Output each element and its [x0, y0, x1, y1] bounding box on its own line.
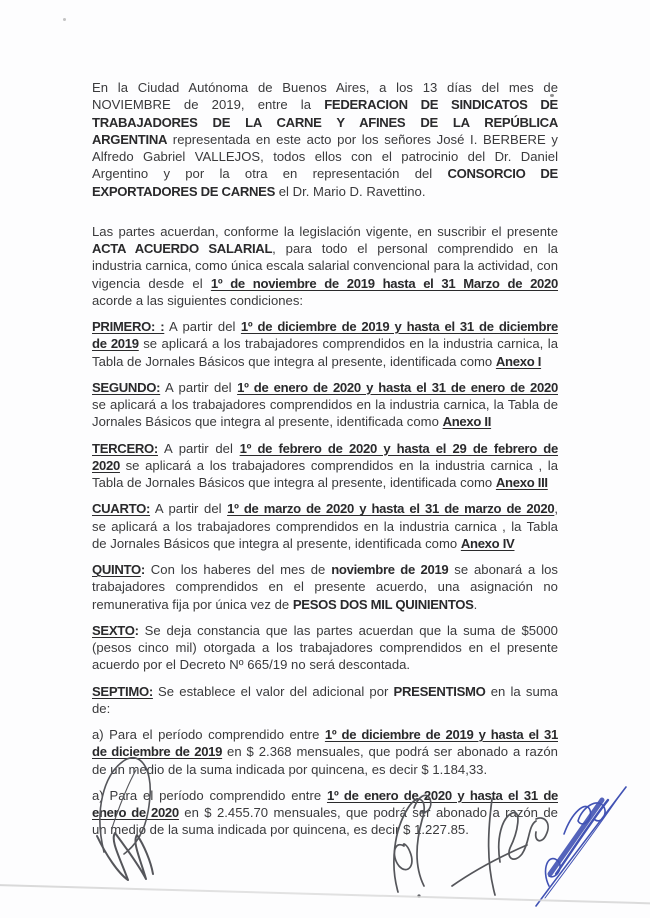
- scan-speck: [63, 18, 66, 21]
- paragraph-cuarto: [92, 500, 558, 552]
- paragraph-primero: [92, 318, 558, 370]
- document-text: [92, 79, 558, 848]
- text-line: industria carnica, como única escala salarial convencional para la actividad, con: [92, 258, 558, 274]
- text-line: 2020 se aplicará a los trabajadores comprendidos en la industria carnica , la: [92, 457, 558, 473]
- paragraph-acuerdo: [92, 223, 558, 309]
- text-line: remunerativa fija por única vez de PESOS DOS MIL QUINIENTOS.: [92, 596, 478, 612]
- scan-edge-artifact: [0, 884, 650, 905]
- text-line: acuerdo por el Decreto Nº 665/19 no será descontada.: [92, 657, 411, 673]
- paragraph-sexto: [92, 622, 558, 674]
- text-line: (pesos cinco mil) otorgada a los trabajadores comprendidos en el presente: [92, 640, 558, 655]
- text-line: TERCERO: A partir del 1º de febrero de 2020 y hasta el 29 de febrero de: [92, 440, 558, 456]
- text-line: En la Ciudad Autónoma de Buenos Aires, a los 13 días del mes de: [92, 80, 558, 95]
- text-line: enero de 2020 en $ 2.455.70 mensuales, que podrá ser abonado a razón de: [92, 805, 558, 820]
- text-line: de un medio de la suma indicada por quincena, es decir $ 1.184,33.: [92, 761, 488, 777]
- text-line: de Jornales Básicos que integra al presente, identificada como Anexo IV: [92, 535, 515, 551]
- text-line: ARGENTINA representada en este acto por los señores José I. BERBERE y: [92, 131, 558, 147]
- text-line: de:: [92, 700, 111, 716]
- text-line: SEXTO: Se deja constancia que las partes acuerdan que la suma de $5000: [92, 622, 558, 638]
- paragraph-item-a-diciembre: [92, 726, 558, 778]
- text-line: QUINTO: Con los haberes del mes de noviembre de 2019 se abonará a los: [92, 562, 559, 577]
- text-line: SEPTIMO: Se establece el valor del adicional por PRESENTISMO en la suma: [92, 683, 558, 699]
- text-line: SEGUNDO: A partir del 1º de enero de 2020 y hasta el 31 de enero de 2020: [92, 379, 558, 395]
- paragraph-segundo: [92, 379, 558, 431]
- paragraph-item-a-enero: [92, 787, 558, 839]
- text-line: acorde a las siguientes condiciones:: [92, 292, 304, 308]
- paragraph-tercero: [92, 440, 558, 492]
- text-line: Jornales Básicos que integra al presente, identificada como Anexo II: [92, 414, 492, 430]
- text-line: Tabla de Jornales Básicos que integra al presente, identificada como Anexo III: [92, 475, 548, 490]
- text-line: de 2019 se aplicará a los trabajadores comprendidos en la industria carnica, la: [92, 336, 558, 352]
- paragraph-septimo: [92, 683, 558, 718]
- paragraph-quinto: [92, 561, 558, 613]
- text-line: Tabla de Jornales Básicos que integra al presente, identificada como Anexo I: [92, 353, 542, 369]
- text-line: a) Para el período comprendido entre 1º de enero de 2020 y hasta el 31 de: [92, 787, 558, 803]
- text-line: NOVIEMBRE de 2019, entre la FEDERACION DE SINDICATOS DE: [92, 97, 558, 113]
- text-line: a) Para el período comprendido entre 1º de diciembre de 2019 y hasta el 31: [92, 727, 558, 742]
- text-line: vigencia desde el 1º de noviembre de 2019 hasta el 31 Marzo de 2020: [92, 275, 559, 291]
- text-line: un medio de la suma indicada por quincena, es decir $ 1.227.85.: [92, 822, 469, 838]
- text-line: trabajadores comprendidos en el presente acuerdo, una asignación no: [92, 579, 558, 595]
- text-line: ACTA ACUERDO SALARIAL, para todo el personal comprendido en la: [92, 241, 558, 256]
- text-line: Alfredo Gabriel VALLEJOS, todos ellos con el patrocinio del Dr. Daniel: [92, 149, 558, 164]
- text-line: CUARTO: A partir del 1º de marzo de 2020 y hasta el 31 de marzo de 2020,: [92, 501, 558, 517]
- text-line: Las partes acuerdan, conforme la legislación vigente, en suscribir el presente: [92, 223, 558, 239]
- text-line: se aplicará a los trabajadores comprendidos en la industria carnica, la Tabla de: [92, 397, 558, 412]
- text-line: Argentino y por la otra en representación del CONSORCIO DE: [92, 166, 558, 182]
- text-line: EXPORTADORES DE CARNES el Dr. Mario D. Ravettino.: [92, 183, 426, 199]
- paragraph-encabezado: [92, 79, 558, 200]
- text-line: se aplicará a los trabajadores comprendidos en la industria carnica , la Tabla: [92, 518, 558, 534]
- text-line: de diciembre de 2019 en $ 2.368 mensuales, que podrá ser abonado a razón: [92, 744, 558, 760]
- text-line: PRIMERO: : A partir del 1º de diciembre de 2019 y hasta el 31 de diciembre: [92, 319, 558, 334]
- text-line: TRABAJADORES DE LA CARNE Y AFINES DE LA REPÚBLICA: [92, 114, 558, 130]
